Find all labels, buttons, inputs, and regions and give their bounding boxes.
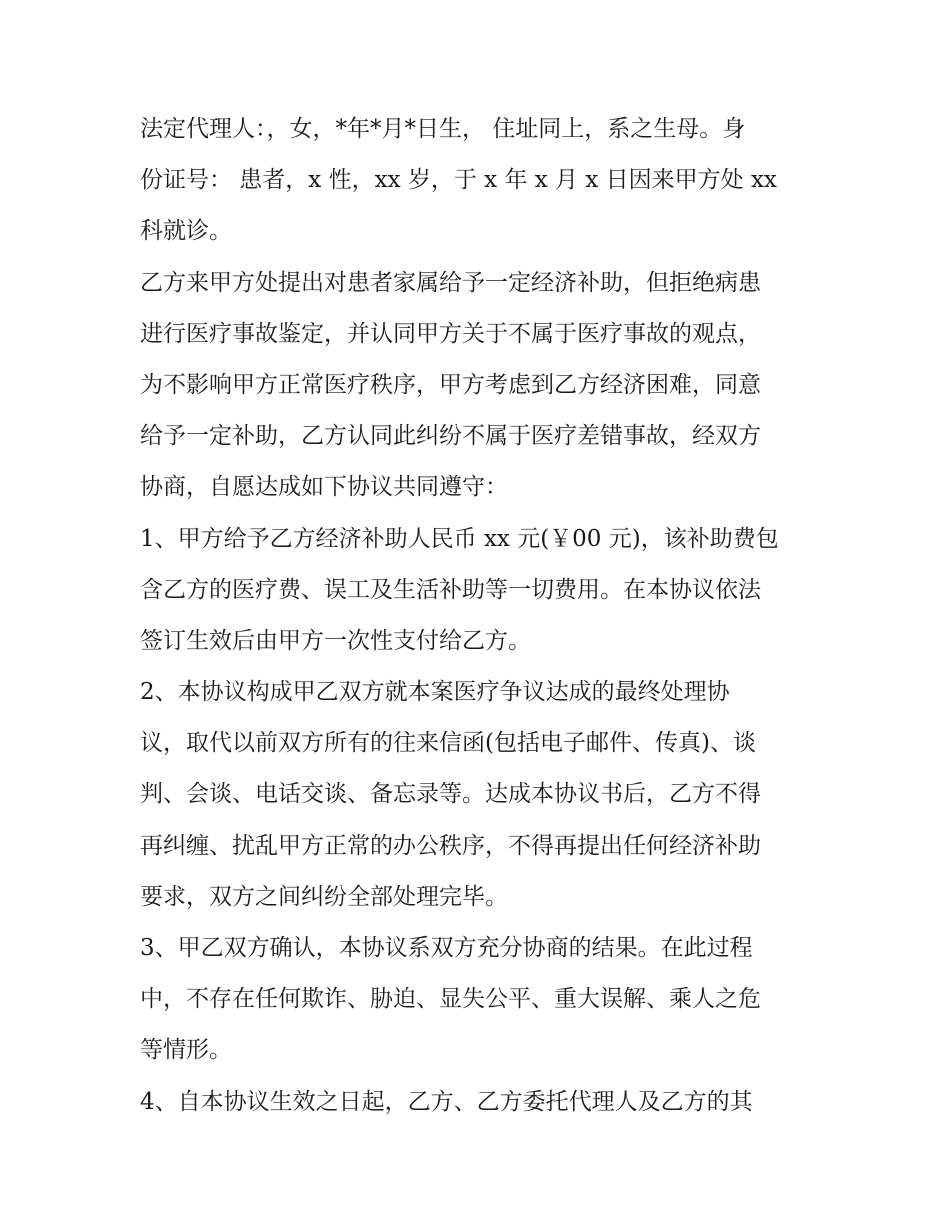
text-line: 给予一定补助，乙方认同此纠纷不属于医疗差错事故，经双方 <box>140 423 761 450</box>
text-line: 份证号： 患者，x 性，xx 岁，于 x 年 x 月 x 日因来甲方处 xx <box>140 167 777 194</box>
text-line: 乙方来甲方处提出对患者家属给予一定经济补助，但拒绝病患 <box>140 269 761 296</box>
text-line: 2、本协议构成甲乙双方就本案医疗争议达成的最终处理协 <box>140 679 730 706</box>
text-line: 含乙方的医疗费、误工及生活补助等一切费用。在本协议依法 <box>140 576 761 603</box>
text-line: 议，取代以前双方所有的往来信函(包括电子邮件、传真)、谈 <box>140 730 756 757</box>
text-line: 判、会谈、电话交谈、备忘录等。达成本协议书后，乙方不得 <box>140 781 761 808</box>
text-line: 为不影响甲方正常医疗秩序，甲方考虑到乙方经济困难，同意 <box>140 371 761 398</box>
text-line: 协商，自愿达成如下协议共同遵守： <box>140 474 508 501</box>
text-line: 法定代理人：，女，*年*月*日生， 住址同上，系之生母。身 <box>140 116 746 142</box>
agreement-text <box>140 104 820 1128</box>
text-line: 1、甲方给予乙方经济补助人民币 xx 元(￥00 元)，该补助费包 <box>140 525 779 552</box>
text-line: 中，不存在任何欺诈、胁迫、显失公平、重大误解、乘人之危 <box>140 986 761 1013</box>
text-line: 再纠缠、扰乱甲方正常的办公秩序，不得再提出任何经济补助 <box>140 832 761 859</box>
text-line: 等情形。 <box>140 1037 232 1064</box>
text-line: 进行医疗事故鉴定，并认同甲方关于不属于医疗事故的观点， <box>140 320 761 347</box>
text-line: 3、甲乙双方确认，本协议系双方充分协商的结果。在此过程 <box>140 935 753 961</box>
text-line: 4、自本协议生效之日起，乙方、乙方委托代理人及乙方的其 <box>140 1088 753 1115</box>
text-line: 签订生效后由甲方一次性支付给乙方。 <box>140 627 531 654</box>
text-line: 科就诊。 <box>140 218 232 245</box>
text-line: 要求，双方之间纠纷全部处理完毕。 <box>140 883 508 910</box>
